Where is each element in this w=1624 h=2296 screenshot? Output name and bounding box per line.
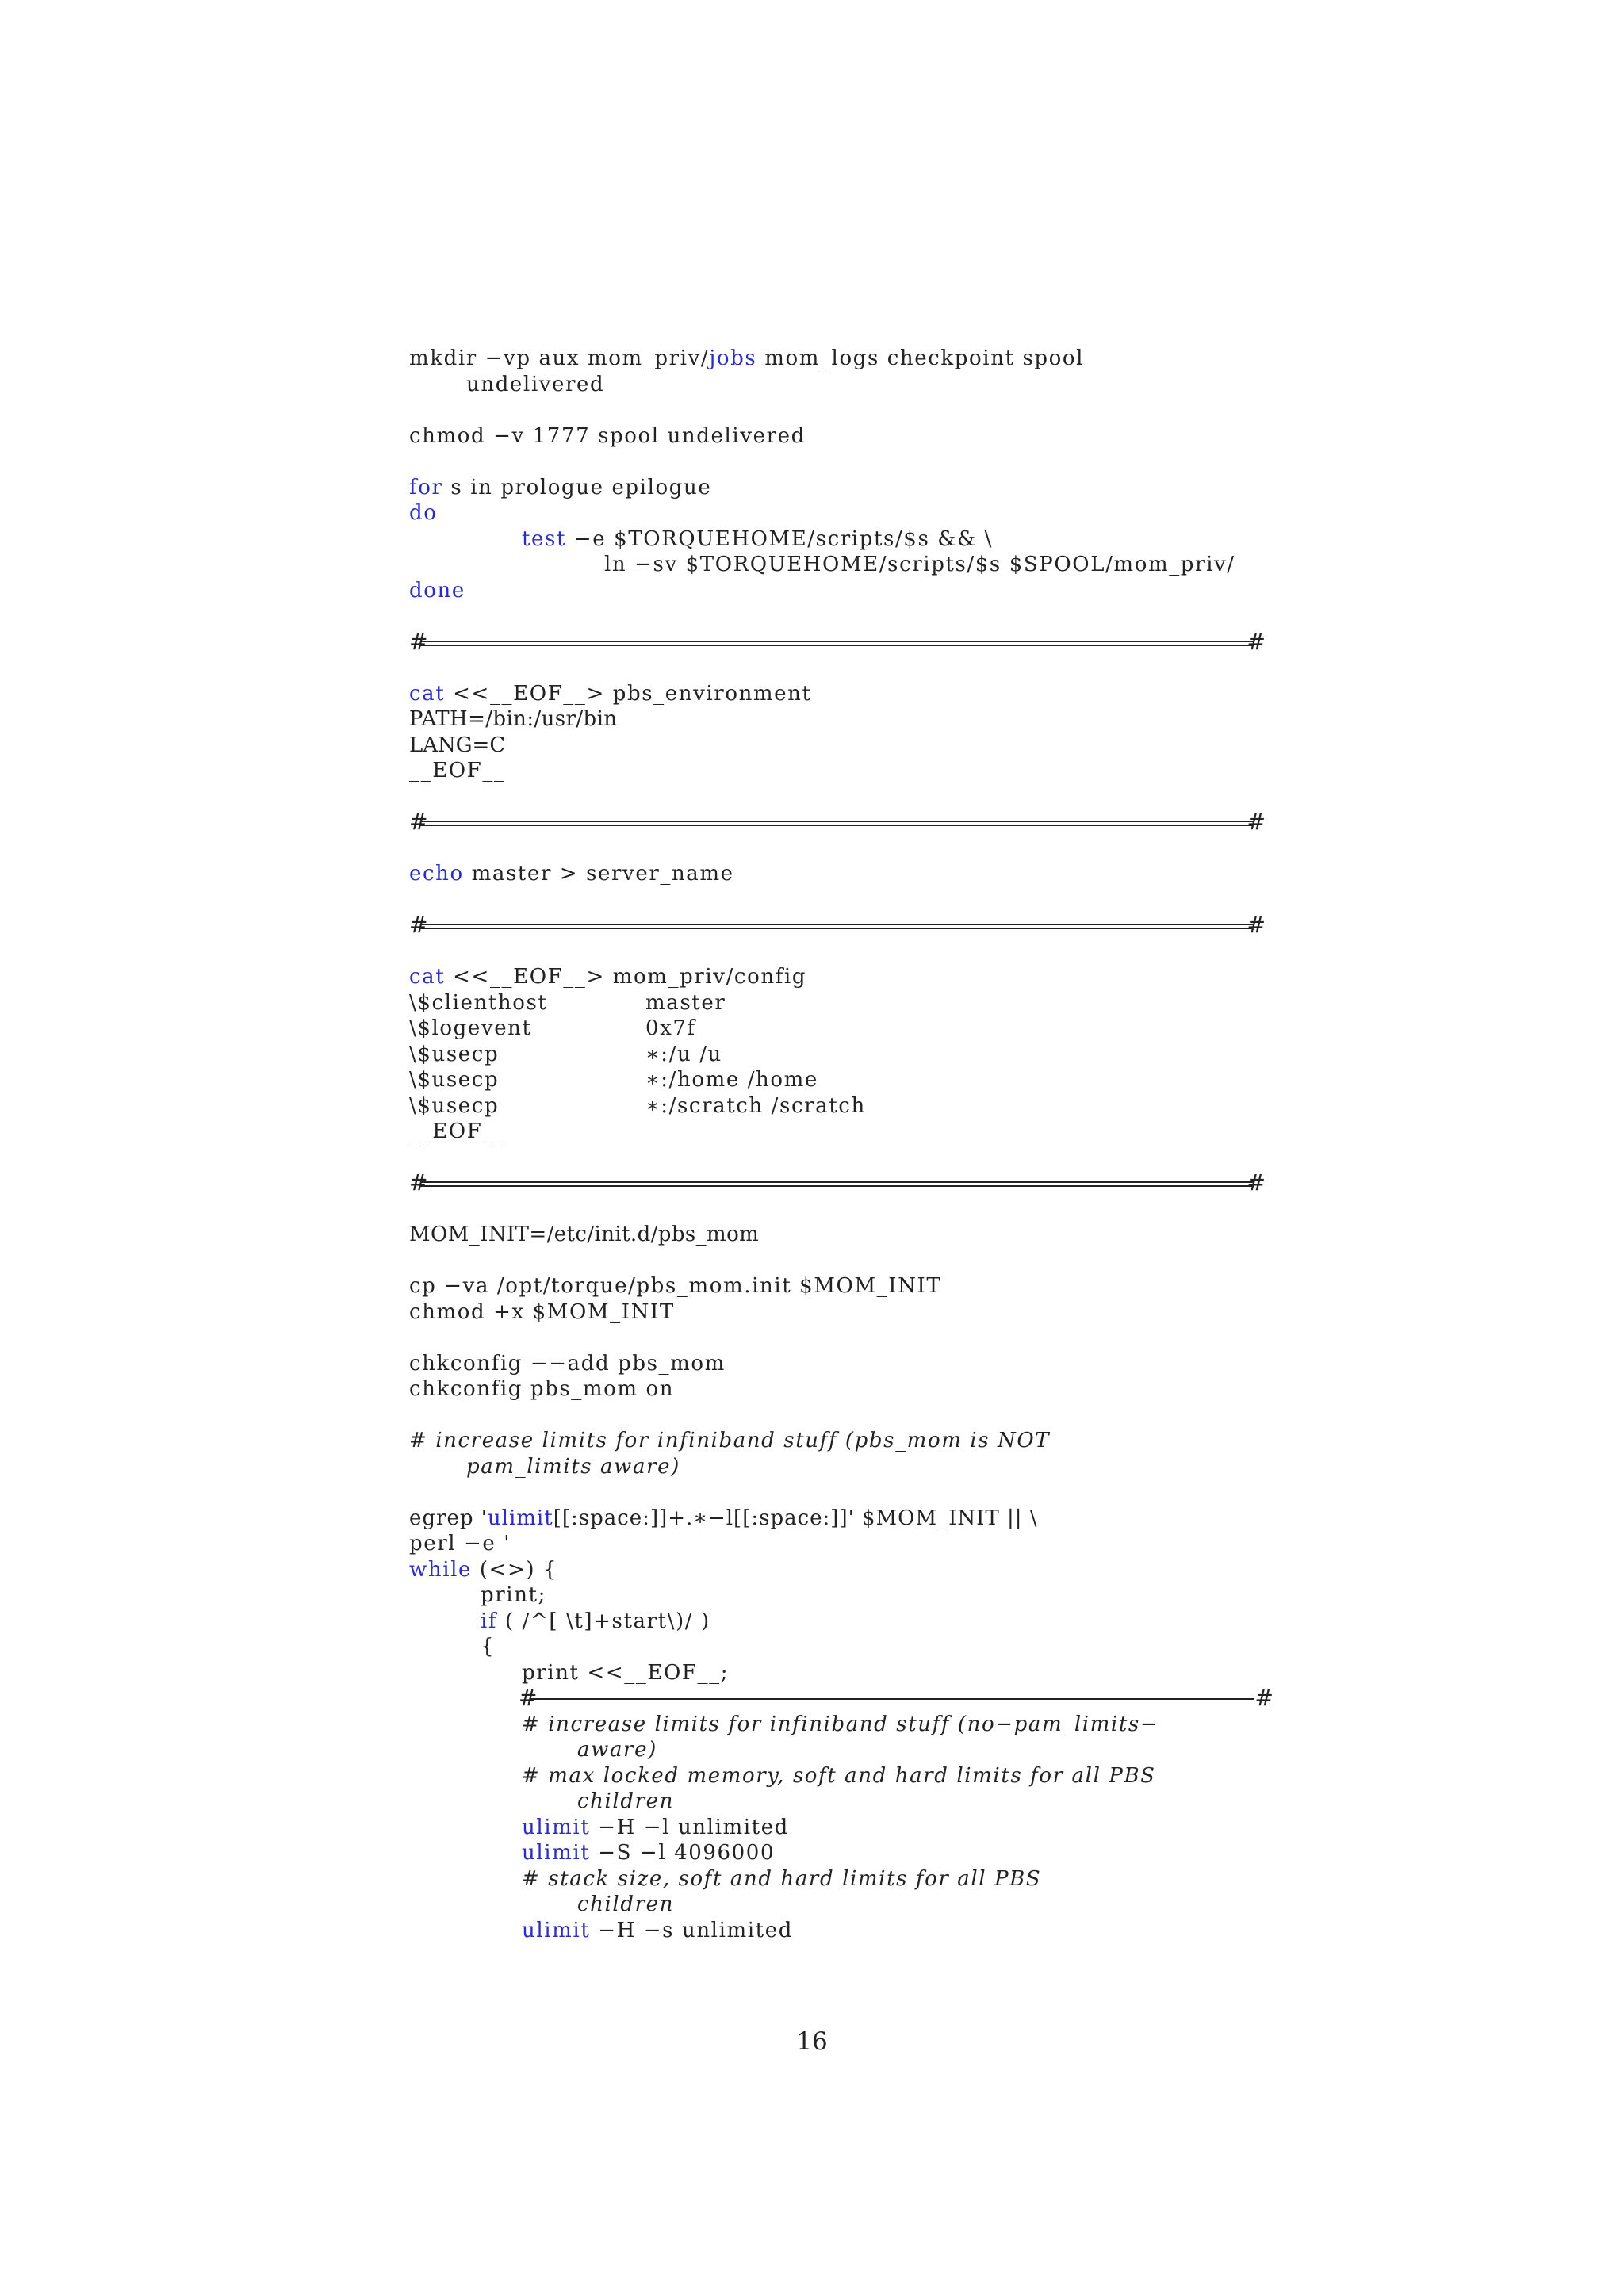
blank-line: [409, 449, 1266, 475]
code-line: __EOF__: [409, 759, 506, 783]
comment-line: children: [577, 1892, 674, 1916]
code-line: chmod −v 1777 spool undelivered: [409, 423, 806, 448]
comment-line: # max locked memory, soft and hard limits for all PBS: [522, 1763, 1156, 1788]
code-line: __EOF__: [409, 1119, 506, 1143]
blank-line: [409, 1325, 1266, 1351]
blank-line: [409, 1145, 1266, 1171]
comment-line: # increase limits for infiniband stuff (pbs_mom is NOT: [409, 1429, 1051, 1452]
code-line: chkconfig −−add pbs_mom: [409, 1351, 726, 1376]
config-row: \$logevent 0x7f: [409, 1016, 696, 1040]
config-row: \$usecp ∗:/home /home: [409, 1068, 818, 1092]
code-line: chmod +x $MOM_INIT: [409, 1299, 675, 1324]
blank-line: [409, 784, 1266, 810]
code-line: undelivered: [466, 372, 605, 396]
separator-rule: # #: [409, 628, 1266, 655]
blank-line: [409, 1248, 1266, 1274]
separator-rule: # #: [519, 1685, 1274, 1711]
blank-line: [409, 1402, 1266, 1429]
blank-line: [409, 887, 1266, 913]
blank-line: [409, 603, 1266, 629]
page-number: 16: [796, 2027, 828, 2056]
code-line: cp −va /opt/torque/pbs_mom.init $MOM_INIT: [409, 1274, 942, 1298]
code-line: ln −sv $TORQUEHOME/scripts/$s $SPOOL/mom_priv/: [604, 553, 1235, 576]
separator-rule: # #: [409, 912, 1266, 938]
separator-rule: # #: [409, 1169, 1266, 1196]
code-line: perl −e ': [409, 1532, 511, 1556]
code-line: while (<>) {: [409, 1557, 558, 1582]
code-line: mkdir −vp aux mom_priv/jobs mom_logs checkpoint spool: [409, 346, 1085, 370]
blank-line: [409, 939, 1266, 965]
comment-line: pam_limits aware): [466, 1454, 680, 1479]
code-listing: [409, 346, 1274, 1943]
code-line: chkconfig pbs_mom on: [409, 1377, 675, 1401]
config-row: \$usecp ∗:/u /u: [409, 1042, 722, 1066]
code-line: do: [409, 501, 438, 525]
code-line: PATH=/bin:/usr/bin: [409, 707, 618, 731]
code-line: print;: [481, 1583, 546, 1607]
code-line: if ( /^[ \t]+start\)/ ): [481, 1609, 710, 1633]
code-line: echo master > server_name: [409, 862, 734, 886]
blank-line: [409, 397, 1266, 423]
code-line: LANG=C: [409, 733, 506, 757]
blank-line: [409, 655, 1266, 681]
code-line: ulimit −H −l unlimited: [522, 1815, 789, 1839]
code-line: egrep 'ulimit[[:space:]]+.∗−l[[:space:]]' $MOM_INIT || \: [409, 1506, 1038, 1530]
config-row: \$usecp ∗:/scratch /scratch: [409, 1093, 866, 1118]
code-line: ulimit −H −s unlimited: [522, 1918, 793, 1942]
code-line: cat <<__EOF__> pbs_environment: [409, 681, 812, 706]
code-line: MOM_INIT=/etc/init.d/pbs_mom: [409, 1223, 760, 1246]
code-line: cat <<__EOF__> mom_priv/config: [409, 965, 807, 989]
blank-line: [409, 1479, 1266, 1506]
code-line: for s in prologue epilogue: [409, 475, 712, 499]
comment-line: # increase limits for infiniband stuff (no−pam_limits−: [522, 1712, 1159, 1736]
code-line: print <<__EOF__;: [522, 1660, 730, 1685]
separator-rule: # #: [409, 809, 1266, 835]
config-row: \$clienthost master: [409, 990, 726, 1015]
comment-line: children: [577, 1789, 674, 1813]
blank-line: [409, 836, 1266, 862]
code-line: done: [409, 578, 465, 603]
code-line: {: [481, 1635, 496, 1659]
code-line: ulimit −S −l 4096000: [522, 1841, 776, 1865]
blank-line: [409, 1196, 1266, 1223]
code-line: test −e $TORQUEHOME/scripts/$s && \: [522, 526, 993, 551]
comment-line: aware): [577, 1738, 657, 1762]
comment-line: # stack size, soft and hard limits for all PBS: [522, 1866, 1042, 1891]
